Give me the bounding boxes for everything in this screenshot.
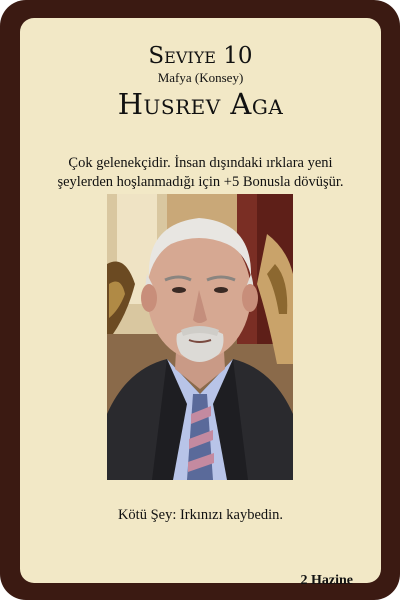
card-description: Çok gelenekçidir. İnsan dışındaki ırklara yeni şeylerden hoşlanmadığı için +5 Bonusla dövüşür. <box>57 155 344 190</box>
card-name: Husrev Aga <box>117 87 284 121</box>
treasure-count: 2 Hazine <box>300 573 353 588</box>
card-level: Seviye 10 <box>148 43 253 69</box>
bad-stuff-text: Kötü Şey: Irkınızı kaybedin. <box>117 507 284 523</box>
character-portrait <box>107 194 293 480</box>
card-subtitle: Mafya (Konsey) <box>157 70 244 85</box>
